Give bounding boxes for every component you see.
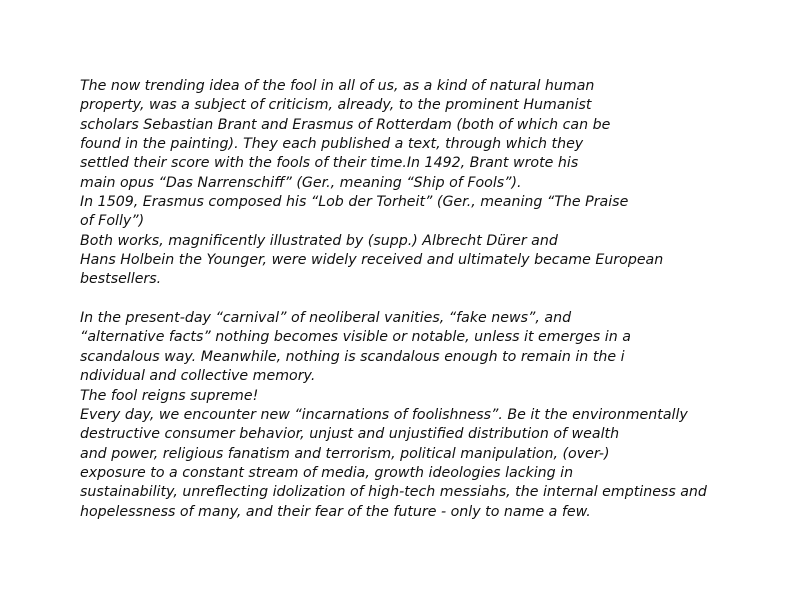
text-line: “alternative facts” nothing becomes visible or notable, unless it emerges in a <box>80 329 631 346</box>
text-line: hopelessness of many, and their fear of the future - only to name a few. <box>80 503 591 520</box>
text-line: Hans Holbein the Younger, were widely received and ultimately became European <box>80 252 664 269</box>
text-line: exposure to a constant stream of media, growth ideologies lacking in <box>80 464 574 481</box>
text-line: The now trending idea of the fool in all of us, as a kind of natural human <box>80 78 595 94</box>
text-line: found in the painting). They each published a text, through which they <box>80 136 584 153</box>
paragraph-fool-present-day <box>80 309 780 522</box>
text-line: settled their score with the fools of their time.In 1492, Brant wrote his <box>80 155 579 172</box>
text-line: Both works, magnificently illustrated by (supp.) Albrecht Dürer and <box>80 232 558 249</box>
text-line: bestsellers. <box>80 271 162 288</box>
paragraph-gap <box>80 290 780 309</box>
text-line: property, was a subject of criticism, already, to the prominent Humanist <box>80 97 592 114</box>
text-line: The fool reigns supreme! <box>80 387 259 404</box>
text-line: sustainability, unreflecting idolization of high-tech messiahs, the internal emptiness and <box>80 484 707 501</box>
text-line: destructive consumer behavior, unjust and unjustified distribution of wealth <box>80 426 620 443</box>
text-line: and power, religious fanatism and terrorism, political manipulation, (over-) <box>80 445 610 462</box>
text-line: ndividual and collective memory. <box>80 368 316 385</box>
text-line: of Folly”) <box>80 213 145 230</box>
text-line: In 1509, Erasmus composed his “Lob der Torheit” (Ger., meaning “The Praise <box>80 194 629 211</box>
document-text <box>80 77 780 522</box>
paragraph-fool-humanists <box>80 77 780 290</box>
text-line: main opus “Das Narrenschiff” (Ger., meaning “Ship of Fools”). <box>80 174 522 191</box>
text-line: In the present-day “carnival” of neoliberal vanities, “fake news”, and <box>80 310 572 327</box>
text-line: Every day, we encounter new “incarnations of foolishness”. Be it the environmentally <box>80 406 688 423</box>
text-line: scholars Sebastian Brant and Erasmus of Rotterdam (both of which can be <box>80 116 611 133</box>
text-line: scandalous way. Meanwhile, nothing is scandalous enough to remain in the i <box>80 348 625 365</box>
